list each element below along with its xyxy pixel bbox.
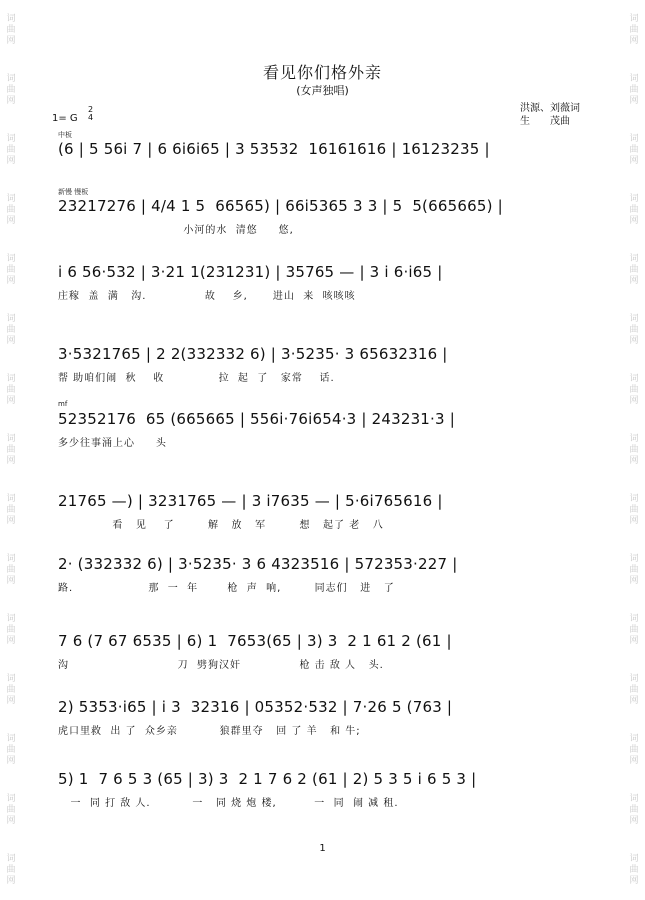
watermark-char: 曲: [629, 804, 639, 815]
watermark-char: 曲: [6, 804, 16, 815]
watermark-char: 网: [629, 155, 639, 166]
notation-line: 21765 —) | 3231765 — | 3 i7635 — | 5·6i765616 |: [58, 492, 443, 510]
watermark-char: 网: [629, 815, 639, 826]
watermark-char: 词: [629, 313, 639, 324]
watermark-char: 网: [6, 815, 16, 826]
watermark-char: 词: [629, 133, 639, 144]
watermark-char: 网: [6, 95, 16, 106]
watermark-char: 词: [629, 193, 639, 204]
watermark-block: [2, 240, 20, 300]
watermark-char: 网: [629, 455, 639, 466]
watermark-char: 词: [6, 133, 16, 144]
watermark-char: 网: [629, 215, 639, 226]
watermark-char: 词: [629, 853, 639, 864]
watermark-block: [2, 540, 20, 600]
watermark-char: 词: [629, 433, 639, 444]
watermark-char: 网: [629, 575, 639, 586]
watermark-char: 词: [6, 433, 16, 444]
watermark-char: 词: [6, 13, 16, 24]
watermark-block: [2, 480, 20, 540]
watermark-block: [2, 120, 20, 180]
watermark-char: 网: [6, 575, 16, 586]
song-title: 看见你们格外亲: [262, 63, 382, 82]
watermark-char: 词: [6, 253, 16, 264]
watermark-char: 词: [629, 673, 639, 684]
page-number: 1: [319, 843, 326, 854]
notation-line: 2) 5353·i65 | i 3 32316 | 05352·532 | 7·26 5 (763 |: [58, 698, 453, 716]
composer-credit: 生 茂曲: [520, 116, 570, 127]
watermark-char: 曲: [6, 384, 16, 395]
notation-line: i 6 56·532 | 3·21 1(231231) | 35765 — | 3 i 6·i65 |: [58, 263, 443, 281]
watermark-char: 网: [629, 395, 639, 406]
watermark-char: 曲: [629, 264, 639, 275]
watermark-char: 曲: [6, 144, 16, 155]
watermark-char: 曲: [629, 624, 639, 635]
notation-line: 2· (332332 6) | 3·5235· 3 6 4323516 | 572353·227 |: [58, 555, 458, 573]
time-signature: [88, 106, 93, 122]
watermark-char: 曲: [629, 84, 639, 95]
watermark-left: [2, 0, 20, 891]
key-signature: 1= G: [52, 113, 78, 124]
watermark-char: 词: [6, 853, 16, 864]
watermark-block: [2, 660, 20, 720]
watermark-char: 网: [629, 275, 639, 286]
watermark-char: 网: [6, 515, 16, 526]
watermark-char: 曲: [629, 144, 639, 155]
watermark-block: [2, 360, 20, 420]
lyrics-line: 帮 助咱们闹 秋 收 拉 起 了 家常 话.: [58, 373, 335, 384]
time-signature-bottom: 4: [88, 113, 94, 122]
watermark-char: 词: [6, 313, 16, 324]
watermark-block: [2, 300, 20, 360]
watermark-block: [2, 0, 20, 60]
watermark-char: 网: [629, 875, 639, 886]
watermark-block: [625, 660, 643, 720]
watermark-char: 网: [629, 335, 639, 346]
watermark-char: 网: [6, 755, 16, 766]
watermark-char: 词: [6, 373, 16, 384]
watermark-char: 词: [629, 373, 639, 384]
watermark-block: [625, 720, 643, 780]
watermark-char: 网: [6, 155, 16, 166]
watermark-char: 词: [629, 613, 639, 624]
watermark-char: 网: [629, 695, 639, 706]
watermark-block: [625, 240, 643, 300]
watermark-char: 词: [6, 73, 16, 84]
watermark-block: [625, 300, 643, 360]
watermark-char: 网: [629, 35, 639, 46]
watermark-char: 曲: [629, 564, 639, 575]
lyricist-credit: 洪源、刘薇词: [520, 103, 580, 114]
watermark-char: 曲: [6, 864, 16, 875]
watermark-char: 曲: [6, 204, 16, 215]
tempo-marking: 新慢 慢板: [58, 188, 89, 196]
watermark-block: [625, 180, 643, 240]
watermark-char: 网: [629, 755, 639, 766]
notation-line: (6 | 5 56i 7 | 6 6i6i65 | 3 53532 16161616 | 16123235 |: [58, 140, 490, 158]
watermark-block: [2, 180, 20, 240]
watermark-block: [625, 420, 643, 480]
watermark-char: 曲: [6, 24, 16, 35]
watermark-block: [2, 420, 20, 480]
watermark-block: [625, 480, 643, 540]
lyrics-line: 路. 那 一 年 枪 声 响, 同志们 进 了: [58, 583, 395, 594]
watermark-block: [625, 540, 643, 600]
watermark-char: 网: [6, 395, 16, 406]
watermark-char: 词: [629, 733, 639, 744]
watermark-block: [625, 600, 643, 660]
credits: [520, 102, 580, 128]
lyrics-line: 多少往事涌上心 头: [58, 438, 167, 449]
notation-line: 3·5321765 | 2 2(332332 6) | 3·5235· 3 65632316 |: [58, 345, 448, 363]
watermark-char: 词: [6, 493, 16, 504]
notation-line: 5) 1 7 6 5 3 (65 | 3) 3 2 1 7 6 2 (61 | 2) 5 3 5 i 6 5 3 |: [58, 770, 477, 788]
watermark-char: 曲: [629, 504, 639, 515]
watermark-char: 网: [6, 455, 16, 466]
watermark-char: 曲: [6, 564, 16, 575]
watermark-char: 曲: [629, 24, 639, 35]
watermark-char: 词: [629, 493, 639, 504]
song-subtitle: (女声独唱): [296, 84, 349, 97]
watermark-char: 曲: [6, 84, 16, 95]
watermark-char: 词: [6, 193, 16, 204]
notation-line: 7 6 (7 67 6535 | 6) 1 7653(65 | 3) 3 2 1 61 2 (61 |: [58, 632, 452, 650]
lyrics-line: 小河的水 清悠 悠,: [58, 225, 294, 236]
watermark-char: 词: [6, 673, 16, 684]
watermark-char: 曲: [629, 684, 639, 695]
watermark-char: 网: [6, 215, 16, 226]
watermark-char: 曲: [6, 324, 16, 335]
watermark-block: [2, 780, 20, 840]
watermark-block: [2, 600, 20, 660]
watermark-char: 曲: [6, 684, 16, 695]
watermark-char: 词: [6, 733, 16, 744]
watermark-char: 曲: [629, 864, 639, 875]
watermark-char: 曲: [6, 264, 16, 275]
watermark-char: 网: [629, 95, 639, 106]
watermark-block: [625, 780, 643, 840]
watermark-char: 曲: [629, 444, 639, 455]
watermark-char: 曲: [629, 204, 639, 215]
watermark-char: 词: [629, 553, 639, 564]
watermark-char: 网: [629, 635, 639, 646]
watermark-char: 网: [6, 335, 16, 346]
watermark-char: 网: [629, 515, 639, 526]
watermark-char: 曲: [629, 384, 639, 395]
watermark-char: 曲: [6, 744, 16, 755]
watermark-char: 曲: [6, 624, 16, 635]
watermark-char: 词: [629, 73, 639, 84]
watermark-char: 词: [629, 793, 639, 804]
lyrics-line: 虎口里救 出 了 众乡亲 狼群里夺 回 了 羊 和 牛;: [58, 726, 361, 737]
lyrics-line: 庄稼 盖 满 沟. 故 乡, 进山 来 咳咳咳: [58, 291, 356, 302]
watermark-char: 网: [6, 695, 16, 706]
notation-line: 52352176 65 (665665 | 556i·76i654·3 | 243231·3 |: [58, 410, 455, 428]
lyrics-line: 沟 刀 劈狗汉奸 枪 击 敌 人 头.: [58, 660, 384, 671]
watermark-char: 曲: [629, 324, 639, 335]
watermark-char: 词: [629, 253, 639, 264]
watermark-char: 网: [6, 875, 16, 886]
watermark-right: [625, 0, 643, 891]
watermark-char: 曲: [629, 744, 639, 755]
watermark-block: [625, 120, 643, 180]
watermark-char: 网: [6, 275, 16, 286]
watermark-block: [625, 0, 643, 60]
watermark-char: 词: [6, 613, 16, 624]
notation-line: 23217276 | 4/4 1 5 66565) | 66i5365 3 3 | 5 5(665665) |: [58, 197, 503, 215]
watermark-char: 词: [629, 13, 639, 24]
watermark-char: 曲: [6, 444, 16, 455]
watermark-char: 网: [6, 635, 16, 646]
watermark-char: 词: [6, 793, 16, 804]
watermark-char: 曲: [6, 504, 16, 515]
watermark-block: [625, 360, 643, 420]
watermark-char: 词: [6, 553, 16, 564]
tempo-marking: 中板: [58, 131, 72, 139]
lyrics-line: 一 同 打 敌 人. 一 同 烧 炮 楼, 一 同 闹 减 租.: [58, 798, 399, 809]
watermark-block: [2, 720, 20, 780]
tempo-marking: mf: [58, 400, 68, 408]
lyrics-line: 看 见 了 解 放 军 想 起了 老 八: [58, 520, 384, 531]
watermark-char: 网: [6, 35, 16, 46]
time-signature-top: 2: [88, 105, 94, 114]
